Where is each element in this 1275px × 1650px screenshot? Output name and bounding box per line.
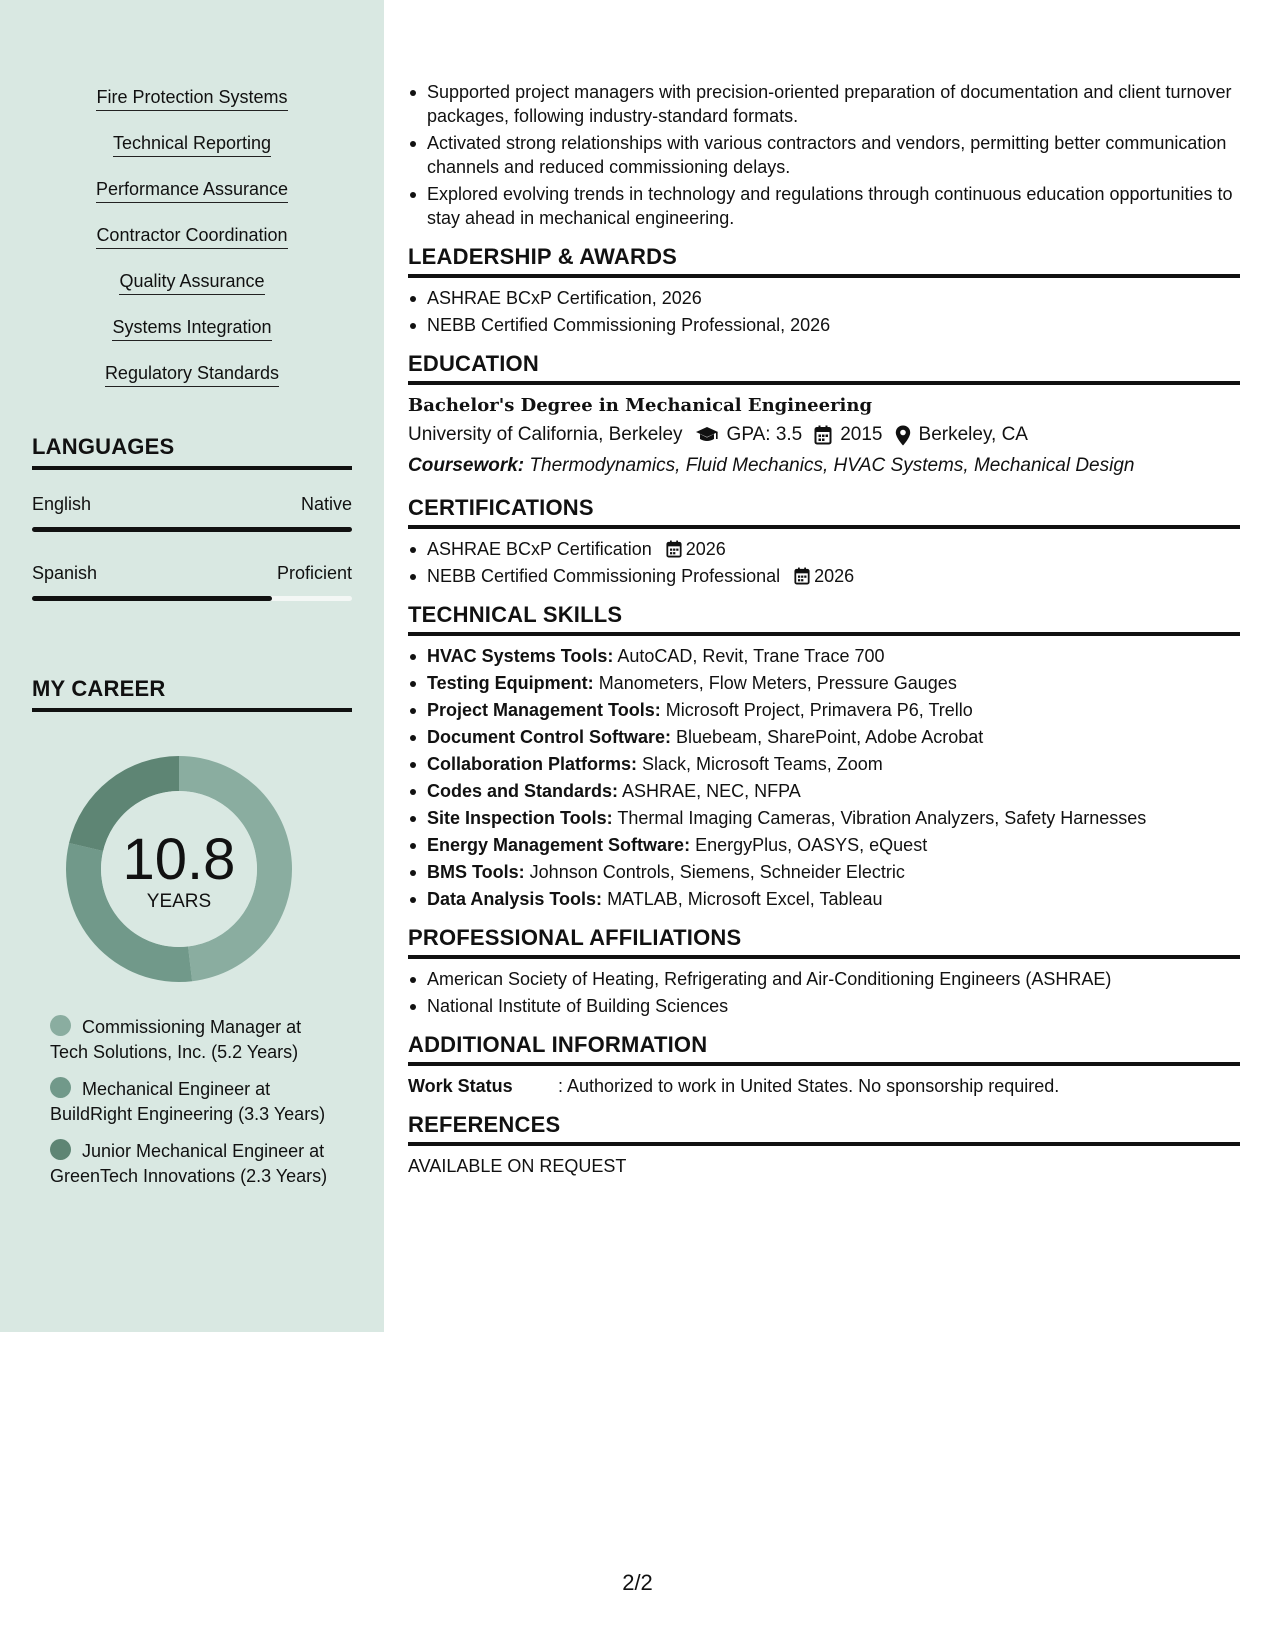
legend-dot: [50, 1015, 71, 1036]
legend-dot: [50, 1139, 71, 1160]
career-legend: [50, 1015, 330, 1201]
bullet-item: Supported project managers with precision-oriented preparation of documentation and client turnover packages, following industry-standard formats.: [408, 80, 1240, 128]
skill-item: Performance Assurance: [96, 178, 288, 203]
bullet-item: Explored evolving trends in technology and regulations through continuous education opportunities to stay ahead in mechanical engineering.: [408, 182, 1240, 230]
language-bar: [32, 596, 352, 601]
education-coursework: [408, 451, 1240, 481]
skill-item: Regulatory Standards: [105, 362, 279, 387]
skill-value: Bluebeam, SharePoint, Adobe Acrobat: [676, 727, 984, 747]
education-year: 2015: [840, 424, 883, 445]
main-content: [408, 80, 1240, 1178]
skill-label: Project Management Tools:: [427, 700, 661, 720]
skill-value: Thermal Imaging Cameras, Vibration Analyzers, Safety Harnesses: [617, 808, 1147, 828]
skill-row: [408, 860, 1240, 884]
skills-list: [0, 86, 384, 408]
career-text: Commissioning Manager at Tech Solutions, Inc. (5.2 Years): [50, 1017, 302, 1062]
affiliations-list: [408, 967, 1240, 1018]
skill-value: Microsoft Project, Primavera P6, Trello: [665, 700, 973, 720]
coursework-value: Thermodynamics, Fluid Mechanics, HVAC Systems, Mechanical Design: [529, 455, 1135, 476]
career-text: Mechanical Engineer at BuildRight Engineering (3.3 Years): [50, 1079, 326, 1124]
education-details: [408, 419, 1240, 451]
leadership-list: [408, 286, 1240, 337]
career-heading: MY CAREER: [32, 676, 352, 712]
bullet-item: American Society of Heating, Refrigerating and Air-Conditioning Engineers (ASHRAE): [408, 967, 1240, 991]
skill-item: Fire Protection Systems: [96, 86, 287, 111]
skill-label: BMS Tools:: [427, 862, 525, 882]
skill-item: Technical Reporting: [113, 132, 271, 157]
skill-label: Collaboration Platforms:: [427, 754, 638, 774]
work-status-row: [408, 1074, 1240, 1098]
work-status-value: : Authorized to work in United States. No sponsorship required.: [558, 1076, 1060, 1096]
technical-skills-list: [408, 644, 1240, 911]
skill-value: AutoCAD, Revit, Trane Trace 700: [617, 646, 885, 666]
certification-year: 2026: [685, 539, 726, 559]
language-bar-fill: [32, 596, 272, 601]
language-bar: [32, 527, 352, 532]
experience-bullets: [408, 80, 1240, 230]
legend-dot: [50, 1077, 71, 1098]
skill-value: Johnson Controls, Siemens, Schneider Electric: [529, 862, 905, 882]
education-degree: Bachelor's Degree in Mechanical Engineering: [408, 395, 873, 416]
calendar-icon: [814, 425, 832, 445]
education-location: Berkeley, CA: [918, 424, 1028, 445]
references-text: AVAILABLE ON REQUEST: [408, 1156, 627, 1176]
references-heading: REFERENCES: [408, 1112, 1240, 1146]
language-level: Native: [300, 494, 352, 514]
skill-label: HVAC Systems Tools:: [427, 646, 614, 666]
affiliations-heading: PROFESSIONAL AFFILIATIONS: [408, 925, 1240, 959]
skill-row: [408, 806, 1240, 830]
skill-label: Codes and Standards:: [427, 781, 619, 801]
career-item: [50, 1077, 330, 1127]
skill-row: [408, 671, 1240, 695]
bullet-item: ASHRAE BCxP Certification, 2026: [408, 286, 1240, 310]
career-item: [50, 1139, 330, 1189]
language-name: English: [32, 494, 92, 514]
skill-row: [408, 725, 1240, 749]
technical-skills-heading: TECHNICAL SKILLS: [408, 602, 1240, 636]
additional-info-heading: ADDITIONAL INFORMATION: [408, 1032, 1240, 1066]
career-text: Junior Mechanical Engineer at GreenTech Innovations (2.3 Years): [50, 1141, 328, 1186]
skill-value: Slack, Microsoft Teams, Zoom: [642, 754, 883, 774]
location-pin-icon: [895, 425, 911, 446]
language-name: Spanish: [32, 563, 98, 583]
language-english: [32, 493, 352, 532]
skill-item: Contractor Coordination: [96, 224, 287, 249]
bullet-item: NEBB Certified Commissioning Professional, 2026: [408, 313, 1240, 337]
skill-label: Testing Equipment:: [427, 673, 594, 693]
skill-value: Manometers, Flow Meters, Pressure Gauges: [598, 673, 957, 693]
skill-row: [408, 779, 1240, 803]
skill-value: ASHRAE, NEC, NFPA: [622, 781, 801, 801]
skill-row: [408, 887, 1240, 911]
skill-label: Data Analysis Tools:: [427, 889, 603, 909]
skill-item: Systems Integration: [112, 316, 271, 341]
calendar-icon: [794, 567, 810, 585]
leadership-heading: LEADERSHIP & AWARDS: [408, 244, 1240, 278]
skill-row: [408, 698, 1240, 722]
language-spanish: [32, 562, 352, 601]
sidebar: [0, 0, 384, 1332]
graduation-cap-icon: [695, 426, 719, 444]
career-item: [50, 1015, 330, 1065]
language-level: Proficient: [276, 563, 352, 583]
education-gpa: GPA: 3.5: [726, 424, 803, 445]
bullet-item: National Institute of Building Sciences: [408, 994, 1240, 1018]
certifications-heading: CERTIFICATIONS: [408, 495, 1240, 529]
bullet-item: Activated strong relationships with various contractors and vendors, permitting better communication channels and reduced commissioning delays.: [408, 131, 1240, 179]
skill-row: [408, 833, 1240, 857]
skill-item: Quality Assurance: [119, 270, 264, 295]
certification-item: [408, 564, 1240, 588]
career-unit: YEARS: [146, 891, 212, 912]
work-status-label: Work Status: [408, 1076, 513, 1096]
language-bar-fill: [32, 527, 352, 532]
career-total: 10.8: [122, 827, 236, 892]
skill-row: [408, 644, 1240, 668]
skill-label: Energy Management Software:: [427, 835, 691, 855]
page-number: 2/2: [622, 1570, 653, 1595]
certification-item: [408, 537, 1240, 561]
languages-heading: LANGUAGES: [32, 434, 352, 470]
skill-label: Site Inspection Tools:: [427, 808, 613, 828]
career-donut-center: [66, 756, 292, 982]
education-school: University of California, Berkeley: [408, 424, 683, 445]
calendar-icon: [666, 540, 682, 558]
certification-name: NEBB Certified Commissioning Professional: [427, 566, 781, 586]
certification-name: ASHRAE BCxP Certification: [427, 539, 652, 559]
education-heading: EDUCATION: [408, 351, 1240, 385]
skill-value: EnergyPlus, OASYS, eQuest: [695, 835, 928, 855]
skill-row: [408, 752, 1240, 776]
certifications-list: [408, 537, 1240, 588]
certification-year: 2026: [814, 566, 855, 586]
coursework-label: Coursework:: [408, 455, 525, 476]
skill-label: Document Control Software:: [427, 727, 672, 747]
skill-value: MATLAB, Microsoft Excel, Tableau: [607, 889, 883, 909]
